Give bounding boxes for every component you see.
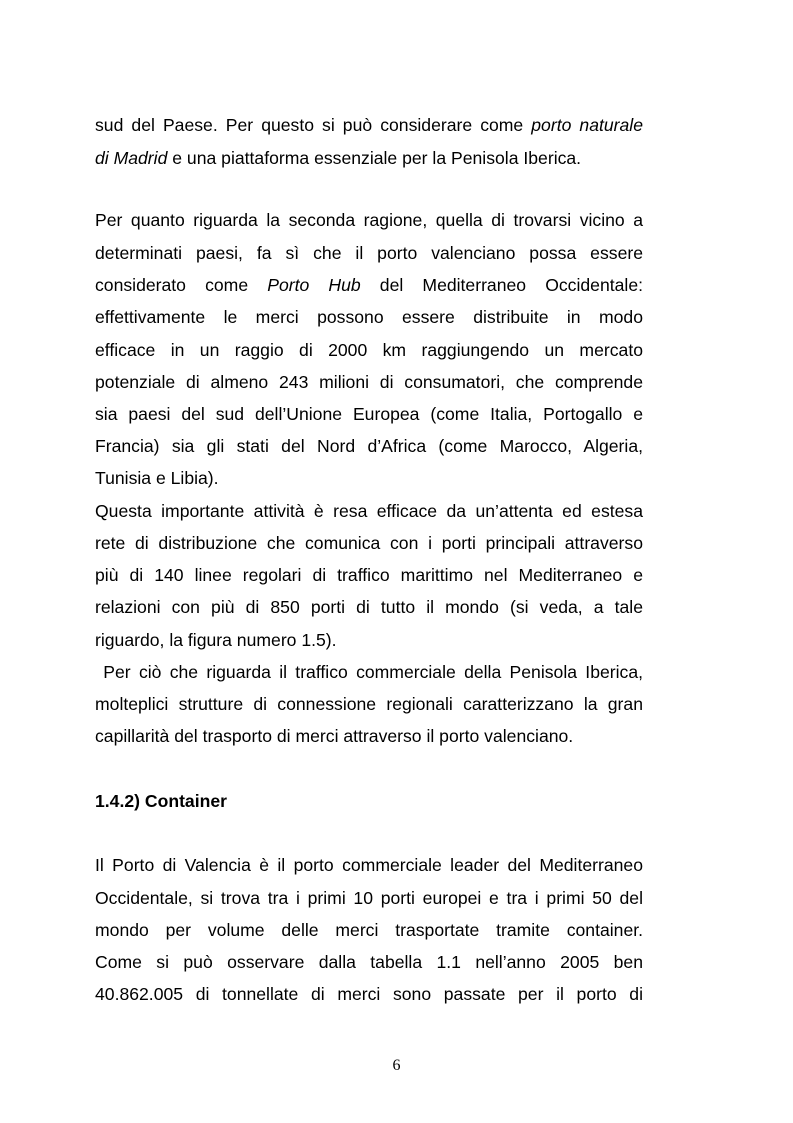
paragraph-5-line-4: Come si può osservare dalla tabella 1.1 nell’anno 2005 ben bbox=[95, 952, 643, 972]
paragraph-5-line-3: mondo per volume delle merci trasportate tramite container. bbox=[95, 920, 643, 940]
paragraph-2-line-8: Francia) sia gli stati del Nord d’Africa (come Marocco, Algeria, bbox=[95, 436, 643, 456]
paragraph-2-line-3 bbox=[95, 274, 643, 296]
paragraph-3-line-4: relazioni con più di 850 porti di tutto il mondo (si veda, a tale bbox=[95, 597, 643, 617]
page-number: 6 bbox=[392, 1057, 401, 1074]
section-heading: 1.4.2) Container bbox=[95, 791, 227, 811]
paragraph-2-line-4: effettivamente le merci possono essere distribuite in modo bbox=[95, 307, 643, 327]
italic-text: di Madrid bbox=[95, 148, 168, 168]
paragraph-5-line-1: Il Porto di Valencia è il porto commerciale leader del Mediterraneo bbox=[95, 855, 643, 875]
paragraph-2-line-7: sia paesi del sud dell’Unione Europea (come Italia, Portogallo e bbox=[95, 404, 643, 424]
paragraph-2-line-6: potenziale di almeno 243 milioni di consumatori, che comprende bbox=[95, 372, 643, 392]
paragraph-2-line-2: determinati paesi, fa sì che il porto valenciano possa essere bbox=[95, 243, 643, 263]
paragraph-1-line-1 bbox=[95, 114, 643, 136]
italic-text: porto naturale bbox=[531, 115, 643, 135]
paragraph-5-line-5: 40.862.005 di tonnellate di merci sono passate per il porto di bbox=[95, 984, 643, 1004]
paragraph-3-line-5: riguardo, la figura numero 1.5). bbox=[95, 630, 337, 650]
paragraph-2-line-9: Tunisia e Libia). bbox=[95, 468, 219, 488]
text-span: considerato come bbox=[95, 275, 268, 295]
text-span: e una piattaforma essenziale per la Penisola Iberica. bbox=[167, 148, 582, 168]
paragraph-3-line-1: Questa importante attività è resa efficace da un’attenta ed estesa bbox=[95, 501, 643, 521]
paragraph-4-line-3: capillarità del trasporto di merci attraverso il porto valenciano. bbox=[95, 726, 574, 746]
paragraph-3-line-2: rete di distribuzione che comunica con i porti principali attraverso bbox=[95, 533, 643, 553]
paragraph-2-line-1: Per quanto riguarda la seconda ragione, quella di trovarsi vicino a bbox=[95, 210, 643, 230]
paragraph-3-line-3: più di 140 linee regolari di traffico marittimo nel Mediterraneo e bbox=[95, 565, 643, 585]
paragraph-4-line-1: Per ciò che riguarda il traffico commerciale della Penisola Iberica, bbox=[95, 662, 643, 682]
paragraph-2-line-5: efficace in un raggio di 2000 km raggiungendo un mercato bbox=[95, 340, 643, 360]
paragraph-4-line-2: molteplici strutture di connessione regionali caratterizzano la gran bbox=[95, 694, 643, 714]
text-span: del Mediterraneo Occidentale: bbox=[360, 275, 643, 295]
paragraph-1-line-2 bbox=[95, 147, 643, 169]
italic-text: Porto Hub bbox=[267, 275, 361, 295]
paragraph-5-line-2: Occidentale, si trova tra i primi 10 porti europei e tra i primi 50 del bbox=[95, 888, 643, 908]
text-span: sud del Paese. Per questo si può considerare come bbox=[95, 115, 532, 135]
